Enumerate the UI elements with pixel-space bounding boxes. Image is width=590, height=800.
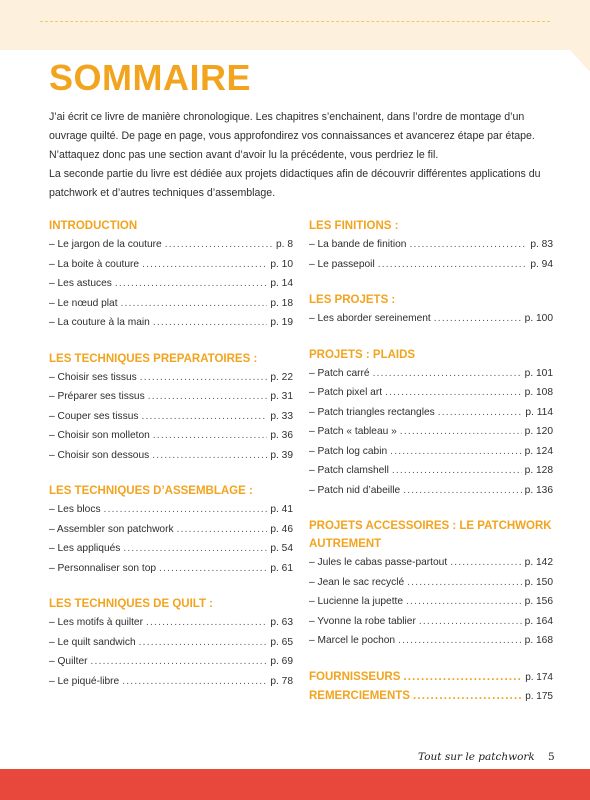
toc-entry-label: – Le jargon de la couture <box>49 239 162 250</box>
dot-leader <box>91 652 268 672</box>
top-band <box>0 0 590 50</box>
toc-entry-page: p. 8 <box>276 239 293 250</box>
dot-leader <box>378 255 528 275</box>
toc-entry[interactable] <box>49 500 293 520</box>
dot-leader <box>122 672 267 692</box>
toc-entry-suppliers[interactable] <box>309 668 553 687</box>
toc-section-extras <box>309 668 553 706</box>
section-title: LES FINITIONS : <box>309 220 399 232</box>
intro-paragraph: J’ai écrit ce livre de manière chronologique. Les chapitres s’enchainent, dans l’ordre de montage d’un ouvrage quilté. De page en page, vous approfondirez vos connaissances et avancerez étape par étape. N’attaquez donc pas une section avant d’avoir lu la précédente, vous perdriez le fil. <box>49 111 535 161</box>
toc-entry-page: p. 168 <box>524 635 553 646</box>
toc-entry-page: p. 150 <box>524 576 553 588</box>
corner-decoration <box>570 50 590 72</box>
toc-entry-page: p. 142 <box>524 557 553 568</box>
dot-leader <box>153 313 268 333</box>
page-number: 5 <box>548 751 555 763</box>
dot-leader <box>403 668 522 687</box>
toc-entry-label: – Patch log cabin <box>309 445 388 457</box>
section-title: PROJETS : PLAIDS <box>309 348 416 361</box>
toc-entry[interactable] <box>309 631 553 651</box>
dot-leader <box>104 500 268 520</box>
toc-entry-page: p. 100 <box>524 313 553 324</box>
toc-entry-label: – Patch carré <box>309 367 370 379</box>
dot-leader <box>153 426 268 446</box>
dot-leader <box>409 235 527 255</box>
toc-entry-label: – Marcel le pochon <box>309 635 396 646</box>
toc-entry[interactable] <box>309 255 553 275</box>
toc-left-column <box>49 217 293 708</box>
toc-entry[interactable] <box>309 481 553 501</box>
toc-entry-page: p. 54 <box>270 543 293 554</box>
toc-entry[interactable] <box>309 461 553 481</box>
toc-entry-label: – Le passepoil <box>309 258 375 270</box>
section-title-line: AUTREMENT <box>309 538 382 550</box>
toc-entry[interactable] <box>49 426 293 446</box>
toc-entry-label: – Jean le sac recyclé <box>309 576 405 588</box>
toc-entry[interactable] <box>309 553 553 573</box>
toc-entry-page: p. 136 <box>524 484 553 496</box>
toc-entry-label: – Les aborder sereinement <box>309 313 431 324</box>
section-title: LES TECHNIQUES PREPARATOIRES : <box>49 352 258 365</box>
dot-leader <box>407 573 522 593</box>
toc-entry-label: – Yvonne la robe tablier <box>309 615 416 627</box>
dot-leader <box>450 553 521 573</box>
toc-entry-page: p. 65 <box>270 636 293 648</box>
dot-leader <box>385 383 522 403</box>
dot-leader <box>177 520 268 540</box>
toc-entry-page: p. 18 <box>270 297 293 309</box>
toc-entry-label: – Choisir ses tissus <box>49 371 137 383</box>
toc-section-introduction <box>49 217 293 333</box>
toc-entry[interactable] <box>309 612 553 632</box>
toc-entry-page: p. 39 <box>270 449 293 461</box>
toc-entry-label: – Patch nid d’abeille <box>309 484 401 496</box>
dot-leader <box>146 613 267 633</box>
toc-entry[interactable] <box>49 313 293 333</box>
section-title: INTRODUCTION <box>49 220 138 232</box>
toc-entry-label: – La boite à couture <box>49 258 140 270</box>
toc-entry[interactable] <box>49 294 293 314</box>
toc-entry-page: p. 101 <box>524 367 553 379</box>
dot-leader <box>434 309 522 329</box>
toc-entry[interactable] <box>49 613 293 633</box>
toc-section-plaids <box>309 346 553 501</box>
toc-entry-page: p. 114 <box>525 406 553 418</box>
toc-entry-page: p. 41 <box>270 504 293 515</box>
toc-entry[interactable] <box>309 592 553 612</box>
toc-entry-page: p. 10 <box>270 258 293 270</box>
dot-leader <box>403 481 521 501</box>
toc-entry-label: – Choisir son dessous <box>49 449 150 461</box>
toc-entry-label: – Personnaliser son top <box>49 562 157 574</box>
toc-entry[interactable] <box>49 559 293 579</box>
toc-entry[interactable] <box>49 235 293 255</box>
section-title: LES TECHNIQUES DE QUILT : <box>49 598 213 610</box>
dot-leader <box>142 255 267 275</box>
page-title: SOMMAIRE <box>49 57 251 98</box>
toc-entry-label: – Couper ses tissus <box>49 410 139 422</box>
toc-entry[interactable] <box>49 368 293 388</box>
dot-leader <box>115 274 267 294</box>
toc-entry[interactable] <box>309 442 553 462</box>
toc-entry-label: – Quilter <box>49 656 88 667</box>
dot-leader <box>438 403 523 423</box>
dot-leader <box>406 592 522 612</box>
toc-entry-page: p. 128 <box>524 465 553 476</box>
toc-right-column <box>309 217 553 723</box>
dot-leader <box>373 364 522 384</box>
section-title: LES PROJETS : <box>309 294 396 306</box>
toc-section-assembly <box>49 482 293 578</box>
toc-entry-page: p. 63 <box>270 617 293 628</box>
toc-entry-page: p. 83 <box>530 239 553 250</box>
toc-entry-label: – La bande de finition <box>309 239 407 250</box>
dot-leader <box>141 407 267 427</box>
dot-leader <box>159 559 267 579</box>
toc-entry-page: p. 31 <box>270 391 293 402</box>
dot-leader <box>148 387 268 407</box>
toc-entry-acknowledgements[interactable] <box>309 687 553 706</box>
toc-entry[interactable] <box>49 255 293 275</box>
toc-entry[interactable] <box>309 235 553 255</box>
dot-leader <box>400 422 522 442</box>
dot-leader <box>121 294 268 314</box>
toc-entry[interactable] <box>309 309 553 329</box>
toc-section-accessories <box>309 517 553 651</box>
toc-section-finishing <box>309 217 553 274</box>
section-title <box>309 517 553 553</box>
toc-entry-label: – Patch triangles rectangles <box>309 406 435 418</box>
toc-entry-label: – La couture à la main <box>49 317 150 328</box>
toc-entry-page: p. 14 <box>270 278 293 289</box>
toc-entry[interactable] <box>49 633 293 653</box>
dot-leader <box>398 631 522 651</box>
toc-entry[interactable] <box>49 274 293 294</box>
toc-entry[interactable] <box>49 652 293 672</box>
toc-entry-label: – Les blocs <box>49 504 101 515</box>
toc-entry[interactable] <box>49 387 293 407</box>
dot-leader <box>390 442 522 462</box>
dashed-divider <box>40 21 550 22</box>
toc-entry-label: – Lucienne la jupette <box>309 596 404 607</box>
toc-entry[interactable] <box>309 364 553 384</box>
toc-entry-page: p. 94 <box>530 258 553 270</box>
toc-entry-label: – Les astuces <box>49 278 112 289</box>
toc-section-preparatory <box>49 350 293 466</box>
bottom-color-bar <box>0 769 590 800</box>
toc-entry-page: p. 120 <box>524 426 553 437</box>
footer-book-title: Tout sur le patchwork <box>418 751 535 763</box>
toc-entry-page: p. 69 <box>270 656 293 667</box>
toc-entry-page: p. 22 <box>270 371 293 383</box>
toc-entry-label: – Patch « tableau » <box>309 426 397 437</box>
dot-leader <box>392 461 522 481</box>
toc-entry-label: – Les motifs à quilter <box>49 617 143 628</box>
toc-entry-page: p. 19 <box>270 317 293 328</box>
toc-entry-label: – Patch clamshell <box>309 465 389 476</box>
toc-entry-page: p. 175 <box>525 690 553 702</box>
toc-section-quilt <box>49 595 293 691</box>
toc-entry-page: p. 46 <box>270 523 293 535</box>
toc-entry-page: p. 61 <box>270 562 293 574</box>
toc-entry-label: – Patch pixel art <box>309 387 383 398</box>
toc-entry-label: – Le piqué-libre <box>49 675 120 687</box>
intro-paragraph: La seconde partie du livre est dédiée aux projets didactiques afin de découvrir différentes applications du patchwork et d’autres techniques d’assemblage. <box>49 168 541 199</box>
toc-entry-label: – Préparer ses tissus <box>49 391 145 402</box>
toc-entry[interactable] <box>49 520 293 540</box>
section-title-line: PROJETS ACCESSOIRES : LE PATCHWORK <box>309 520 552 532</box>
toc-entry[interactable] <box>309 403 553 423</box>
toc-section-projects <box>309 291 553 329</box>
dot-leader <box>140 368 268 388</box>
toc-entry[interactable] <box>309 422 553 442</box>
toc-entry[interactable] <box>49 539 293 559</box>
toc-entry-label: – Choisir son molleton <box>49 430 150 441</box>
intro-text <box>49 108 549 203</box>
section-title: LES TECHNIQUES D’ASSEMBLAGE : <box>49 485 253 497</box>
toc-entry-label: – Le quilt sandwich <box>49 636 136 648</box>
dot-leader <box>165 235 273 255</box>
toc-entry-page: p. 156 <box>524 596 553 607</box>
toc-entry-label: – Le nœud plat <box>49 297 118 309</box>
toc-entry-label: REMERCIEMENTS <box>309 689 410 702</box>
toc-entry-page: p. 36 <box>270 430 293 441</box>
toc-entry-page: p. 124 <box>524 445 553 457</box>
dot-leader <box>123 539 267 559</box>
dot-leader <box>139 633 268 653</box>
toc-entry[interactable] <box>49 672 293 692</box>
toc-entry[interactable] <box>309 573 553 593</box>
toc-entry-label: – Jules le cabas passe-partout <box>309 557 448 568</box>
dot-leader <box>413 687 522 706</box>
toc-entry-page: p. 174 <box>525 671 553 683</box>
toc-entry-page: p. 108 <box>524 387 553 398</box>
toc-entry-label: – Assembler son patchwork <box>49 523 174 535</box>
toc-entry[interactable] <box>49 407 293 427</box>
toc-entry-page: p. 164 <box>524 615 553 627</box>
dot-leader <box>152 446 267 466</box>
toc-entry[interactable] <box>309 383 553 403</box>
toc-entry-page: p. 78 <box>270 675 293 687</box>
toc-entry-label: – Les appliqués <box>49 543 121 554</box>
dot-leader <box>419 612 522 632</box>
toc-entry[interactable] <box>49 446 293 466</box>
toc-entry-page: p. 33 <box>270 410 293 422</box>
toc-entry-label: FOURNISSEURS <box>309 670 401 683</box>
